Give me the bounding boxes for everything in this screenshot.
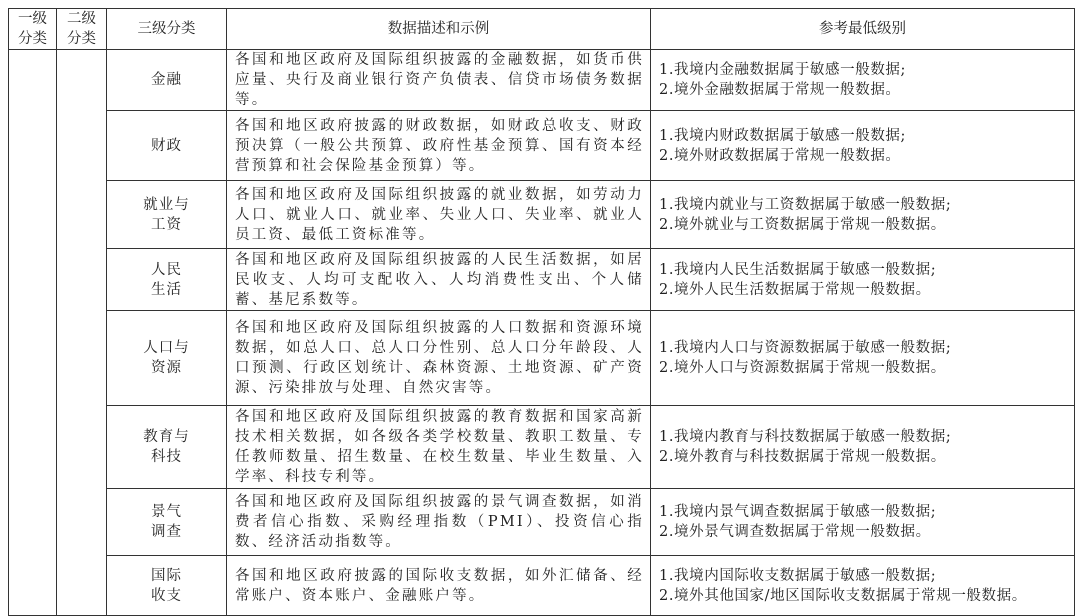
header-level3: 三级分类 bbox=[107, 9, 227, 50]
level-text: 1.我境内景气调查数据属于敏感一般数据; bbox=[659, 504, 937, 520]
level1-cell bbox=[9, 50, 57, 616]
header-text: 二级 bbox=[67, 11, 96, 27]
level-text: 1.我境内人民生活数据属于敏感一般数据; bbox=[659, 261, 937, 278]
level-text: 1.我境内教育与科技数据属于敏感一般数据; bbox=[659, 429, 952, 445]
level3-cell bbox=[107, 111, 227, 181]
level-text: 2.境外教育与科技数据属于常规一般数据。 bbox=[659, 449, 946, 465]
table-row bbox=[9, 406, 1075, 489]
category-text: 财政 bbox=[151, 137, 182, 154]
level-text: 2.境外人口与资源数据属于常规一般数据。 bbox=[659, 360, 946, 376]
table-row bbox=[9, 556, 1075, 616]
level-text: 2.境外金融数据属于常规一般数据。 bbox=[659, 82, 901, 98]
header-min-level: 参考最低级别 bbox=[651, 9, 1075, 50]
min-level-cell bbox=[651, 311, 1075, 406]
level3-cell bbox=[107, 249, 227, 311]
category-text: 生活 bbox=[151, 281, 182, 298]
table-row bbox=[9, 311, 1075, 406]
table-row bbox=[9, 181, 1075, 249]
level3-cell bbox=[107, 489, 227, 556]
min-level-cell bbox=[651, 406, 1075, 489]
level-text: 1.我境内就业与工资数据属于敏感一般数据; bbox=[659, 196, 952, 213]
level-text: 2.境外就业与工资数据属于常规一般数据。 bbox=[659, 216, 946, 233]
header-description: 数据描述和示例 bbox=[227, 9, 651, 50]
classification-table bbox=[8, 8, 1075, 616]
header-text: 一级 bbox=[18, 11, 47, 27]
min-level-cell bbox=[651, 111, 1075, 181]
min-level-cell bbox=[651, 489, 1075, 556]
level2-cell bbox=[57, 50, 107, 616]
table-row bbox=[9, 249, 1075, 311]
header-level1 bbox=[9, 9, 57, 50]
level-text: 1.我境内人口与资源数据属于敏感一般数据; bbox=[659, 340, 952, 356]
level3-cell bbox=[107, 50, 227, 111]
level3-cell bbox=[107, 311, 227, 406]
category-text: 科技 bbox=[151, 449, 182, 465]
table-row bbox=[9, 489, 1075, 556]
min-level-cell bbox=[651, 50, 1075, 111]
min-level-cell bbox=[651, 249, 1075, 311]
description-cell: 各国和地区政府及国际组织披露的人口数据和资源环境数据，如总人口、总人口分性别、总人口分年龄段、人口预测、行政区划统计、森林资源、土地资源、矿产资源、污染排放与处理、自然灾害等。 bbox=[227, 311, 651, 406]
level-text: 2.境外景气调查数据属于常规一般数据。 bbox=[659, 524, 931, 540]
level3-cell bbox=[107, 181, 227, 249]
description-cell: 各国和地区政府及国际组织披露的金融数据，如货币供应量、央行及商业银行资产负债表、信贷市场债务数据等。 bbox=[227, 50, 651, 111]
category-text: 人民 bbox=[151, 261, 182, 278]
description-cell: 各国和地区政府及国际组织披露的人民生活数据，如居民收支、人均可支配收入、人均消费性支出、个人储蓄、基尼系数等。 bbox=[227, 249, 651, 311]
category-text: 教育与 bbox=[143, 429, 190, 445]
category-text: 国际 bbox=[151, 567, 182, 584]
level-text: 2.境外其他国家/地区国际收支数据属于常规一般数据。 bbox=[659, 587, 1027, 604]
header-text: 分类 bbox=[18, 31, 47, 47]
category-text: 收支 bbox=[151, 587, 182, 604]
level-text: 2.境外人民生活数据属于常规一般数据。 bbox=[659, 281, 931, 298]
description-cell: 各国和地区政府披露的国际收支数据，如外汇储备、经常账户、资本账户、金融账户等。 bbox=[227, 556, 651, 616]
category-text: 调查 bbox=[151, 524, 182, 540]
min-level-cell bbox=[651, 181, 1075, 249]
level-text: 2.境外财政数据属于常规一般数据。 bbox=[659, 147, 901, 164]
category-text: 资源 bbox=[151, 360, 182, 376]
header-level2 bbox=[57, 9, 107, 50]
level-text: 1.我境内国际收支数据属于敏感一般数据; bbox=[659, 567, 937, 584]
table-row bbox=[9, 111, 1075, 181]
min-level-cell bbox=[651, 556, 1075, 616]
category-text: 人口与 bbox=[143, 340, 190, 356]
level3-cell bbox=[107, 556, 227, 616]
header-row bbox=[9, 9, 1075, 50]
level-text: 1.我境内金融数据属于敏感一般数据; bbox=[659, 62, 907, 78]
description-cell: 各国和地区政府及国际组织披露的景气调查数据，如消费者信心指数、采购经理指数（PMI）、投资信心指数、经济活动指数等。 bbox=[227, 489, 651, 556]
level-text: 1.我境内财政数据属于敏感一般数据; bbox=[659, 127, 907, 144]
level3-cell bbox=[107, 406, 227, 489]
description-cell: 各国和地区政府披露的财政数据，如财政总收支、财政预决算（一般公共预算、政府性基金预算、国有资本经营预算和社会保险基金预算）等。 bbox=[227, 111, 651, 181]
category-text: 景气 bbox=[151, 504, 182, 520]
description-cell: 各国和地区政府及国际组织披露的教育数据和国家高新技术相关数据，如各级各类学校数量、教职工数量、专任教师数量、招生数量、在校生数量、毕业生数量、入学率、科技专利等。 bbox=[227, 406, 651, 489]
header-text: 分类 bbox=[67, 31, 96, 47]
table-row bbox=[9, 50, 1075, 111]
category-text: 金融 bbox=[151, 72, 182, 88]
description-cell: 各国和地区政府及国际组织披露的就业数据，如劳动力人口、就业人口、就业率、失业人口、失业率、就业人员工资、最低工资标准等。 bbox=[227, 181, 651, 249]
category-text: 就业与 bbox=[143, 196, 190, 213]
category-text: 工资 bbox=[151, 216, 182, 233]
